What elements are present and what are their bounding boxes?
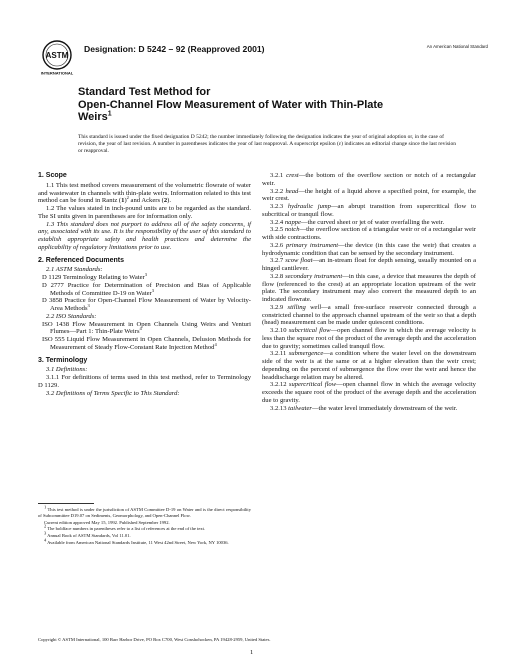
footnote-rule: [38, 503, 94, 504]
refs-heading: 2. Referenced Documents: [38, 256, 124, 264]
definition-item: 3.2.7 scow float—an in-stream float for depth sensing, usually mounted on a hinged cantilever.: [262, 257, 476, 272]
ref-iso555: ISO 555 Liquid Flow Measurement in Open Channels, Delusion Methods for Measurement of Steady Flow-Constant Rate Injection Method$^4$: [42, 336, 251, 351]
footnote-ref[interactable]: 1: [107, 110, 112, 118]
definition-term: scow float: [285, 257, 313, 265]
definition-item: 3.2.2 head—the height of a liquid above a specified point, for example, the weir crest.: [262, 187, 477, 203]
designation: Designation: D 5242 – 92 (Reapproved 2001): [84, 44, 265, 54]
definition-item: 3.2.11 submergence—a condition where the water level on the downstream side of the weir is at the same or at a higher elevation than the weir crest; depending on the percent of submergence the flow over the weir and hence the headdischarge relation may be altered.: [262, 350, 476, 381]
svg-text:INTERNATIONAL: INTERNATIONAL: [40, 70, 74, 76]
title-line-3: Weirs$^1$: [78, 110, 112, 124]
definition-term: hydraulic jump: [287, 203, 331, 210]
definition-item: 3.2.8 secondary instrument—in this case, a device that measures the depth of flow (referenced to the crest) at an appropriate location upstream of the weir plate. The secondary instrument may also convert the measured depth to an indicated flowrate.: [262, 272, 476, 303]
term-3-1-1: 3.1.1 For definitions of terms used in this test method, refer to Terminology D 1129.: [38, 374, 251, 389]
ref-d2777: D 2777 Practice for Determination of Precision and Bias of Applicable Methods of Committee D-19 on Water$^3$: [42, 281, 251, 297]
right-column: [262, 172, 476, 412]
definition-term: subcritical flow: [288, 327, 331, 334]
definition-item: 3.2.10 subcritical flow—open channel flow in which the average velocity is less than the square root of the product of the average depth and the acceleration due to gravity; sometimes called tranquil flow.: [262, 327, 476, 350]
scope-1-1: 1.1 This test method covers measurement of the volumetric flowrate of water and wastewater in channels with thin-plate weirs. Information related to this test method can be found in Rantz $(1)^2$ and Ackers (2).: [38, 181, 251, 205]
svg-text:ASTM: ASTM: [45, 51, 69, 60]
definition-item: 3.2.12 supercritical flow—open channel flow in which the average velocity exceeds the square root of the product of the average depth and the acceleration due to gravity.: [262, 381, 476, 404]
scope-heading: 1. Scope: [38, 172, 67, 179]
ref-d3858: D 3858 Practice for Open-Channel Flow Measurement of Water by Velocity-Area Methods$^3$: [42, 297, 251, 312]
document-title: [78, 86, 448, 124]
footnote: $^4$ Available from American National Standards Institute, 11 West 42nd Street, New York, NY 10036.: [44, 537, 229, 545]
definition-term: tailwater: [288, 404, 312, 412]
definition-item: 3.2.5 notch—the overflow section of a triangular weir or of a rectangular weir with side contractions.: [262, 226, 476, 241]
left-column: [38, 172, 251, 397]
ref-iso1438: ISO 1438 Flow Measurement in Open Channels Using Weirs and Venturi Flumes—Part 1: Thin-Plate Weirs$^4$: [42, 320, 251, 336]
definition-term: head: [285, 187, 299, 195]
definition-term: notch: [284, 226, 300, 234]
scope-1-2: 1.2 The values stated in inch-pound units are to be regarded as the standard. The SI units given in parentheses are for information only.: [38, 205, 251, 220]
definition-term: supercritical flow: [288, 381, 337, 389]
footnote: $^1$ This test method is under the jurisdiction of ASTM Committee D-19 on Water and is the direct responsibility of Subcommittee D19.07 on Sediments, Geomorphology, and Open-Channel Flow.: [38, 504, 251, 518]
definition-term: primary instrument: [285, 241, 339, 249]
definition-term: crest: [286, 172, 299, 179]
definition-item: 3.2.3 hydraulic jump—an abrupt transition from supercritical flow to subcritical or tranquil flow.: [262, 203, 477, 218]
definition-item: 3.2.9 stilling well—a small free-surface reservoir connected through a constricted channel to the approach channel upstream of the weir so that a depth (head) measurement can be made under quiescent conditions.: [262, 303, 476, 327]
term-3-1: 3.1 Definitions:: [46, 366, 88, 374]
ref-d1129: D 1129 Terminology Relating to Water$^3$: [42, 271, 147, 281]
definition-term: submergence: [288, 350, 324, 358]
definition-term: stilling well: [287, 303, 322, 311]
footnotes: [38, 504, 251, 547]
title-line-2: Open-Channel Flow Measurement of Water with Thin-Plate: [78, 98, 384, 111]
definition-item: 3.2.1 crest—the bottom of the overflow section or notch of a rectangular weir.: [262, 172, 476, 187]
refs-2-2: 2.2 ISO Standards:: [46, 312, 97, 320]
definition-item: 3.2.13 tailwater—the water level immediately downstream of the weir.: [270, 404, 458, 412]
footnote: $^2$ The boldface numbers in parentheses refer to a list of references at the end of the text.: [44, 523, 206, 532]
footnote: Current edition approved May 15, 1992. Published September 1992.: [44, 519, 170, 525]
refs-2-1: 2.1 ASTM Standards:: [46, 266, 103, 274]
national-standard-label: An American National Standard: [426, 44, 488, 49]
astm-logo: [40, 40, 74, 76]
title-line-1: Standard Test Method for: [78, 86, 211, 98]
terminology-heading: 3. Terminology: [38, 356, 88, 364]
copyright: Copyright © ASTM International, 100 Barr Harbor Drive, PO Box C700, West Conshohocken, PA 19428-2959, United States.: [38, 637, 271, 642]
definition-item: 3.2.6 primary instrument—the device (in this case the weir) that creates a hydrodynamic condition that can be sensed by the secondary instrument.: [262, 241, 476, 257]
term-3-2: 3.2 Definitions of Terms Specific to This Standard:: [46, 389, 180, 397]
page-number: 1: [250, 649, 254, 656]
footnote-ref[interactable]: 2: [126, 195, 129, 201]
footnote: $^3$ Annual Book of ASTM Standards, Vol 11.01.: [44, 530, 131, 539]
definition-item: 3.2.4 nappe—the curved sheet or jet of water overfalling the weir.: [270, 218, 445, 226]
issuance-note: This standard is issued under the fixed designation D 5242; the number immediately following the designation indicates the year of original adoption or, in the case of revision, the year of last revision. A number in parentheses indicates the year of last reapproval. A superscript epsilon (ε) indicates an editorial change since the last revision or reapproval.: [78, 134, 457, 154]
definition-term: secondary instrument: [285, 272, 343, 280]
definition-term: nappe: [284, 218, 301, 226]
scope-1-3: 1.3 This standard does not purport to address all of the safety concerns, if any, associated with its use. It is the responsibility of the user of this standard to establish appropriate safety and health practices and determine the applicability of regulatory limitations prior to use.: [38, 220, 251, 251]
